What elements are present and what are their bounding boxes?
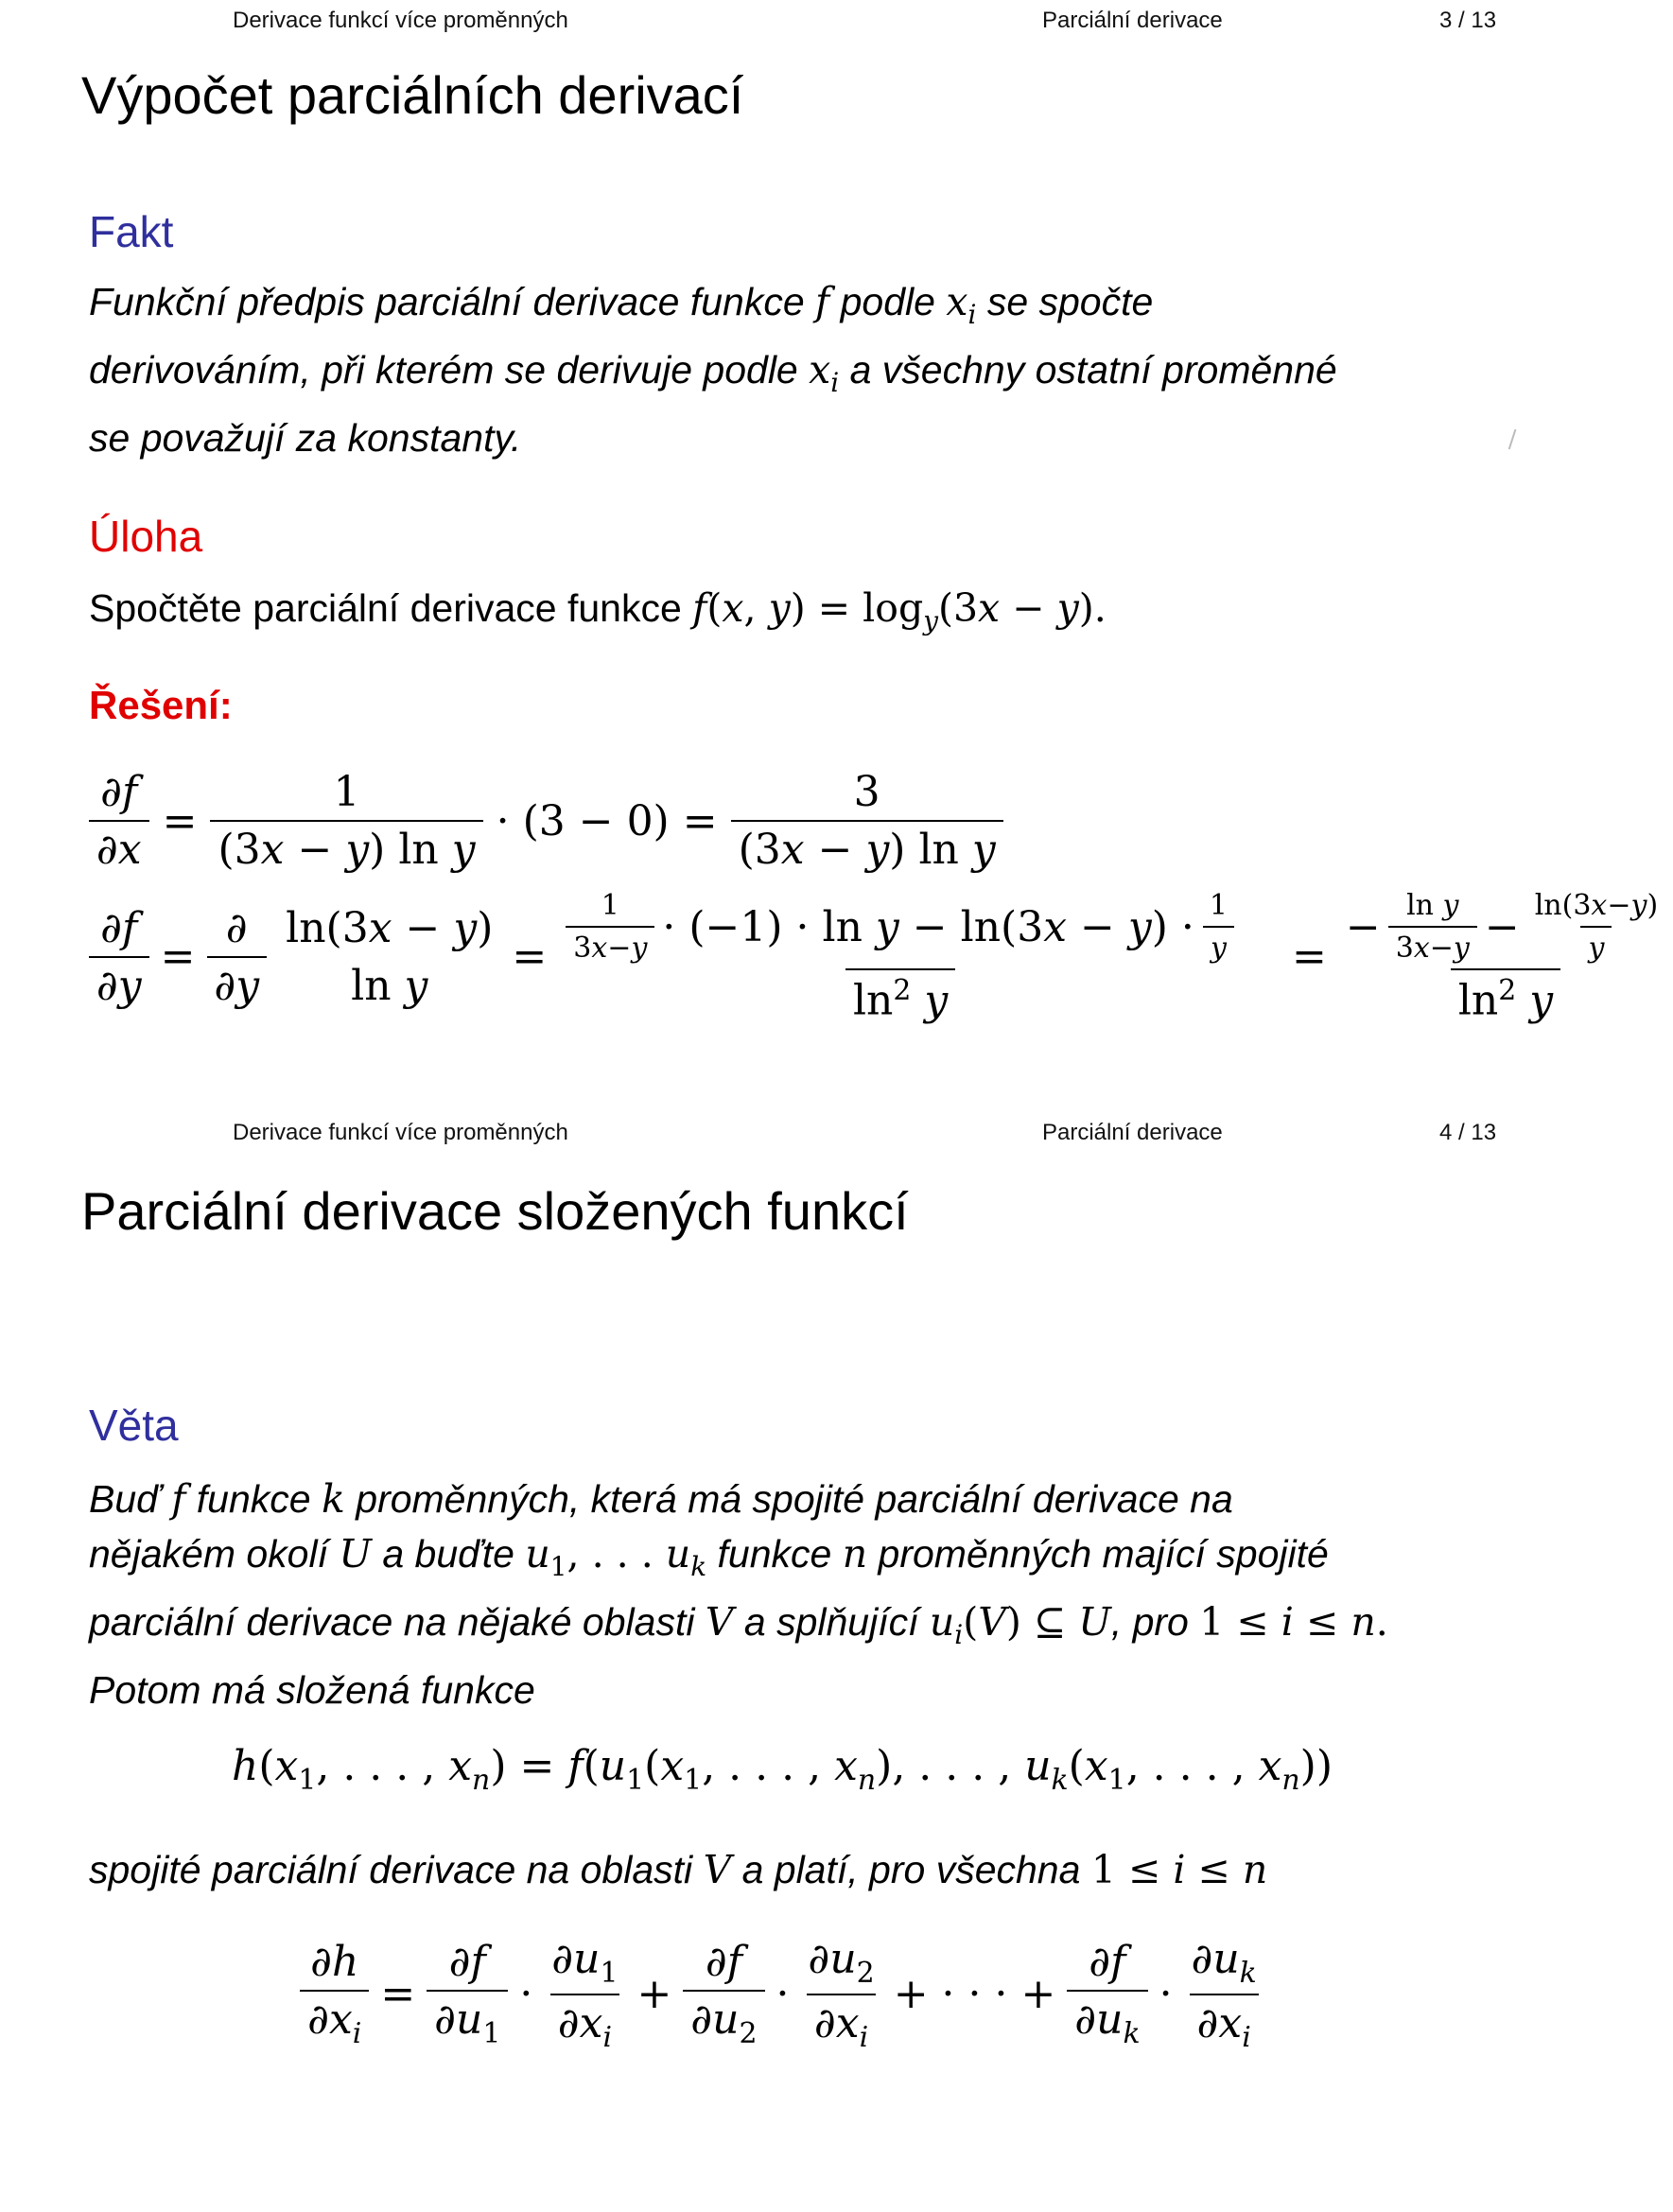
uloha-heading: Úloha <box>89 512 203 561</box>
header-page-number: 3 / 13 <box>1439 8 1497 33</box>
fakt-body <box>89 274 1337 465</box>
header-page-number: 4 / 13 <box>1439 1120 1497 1145</box>
slide-title: Parciální derivace složených funkcí <box>81 1181 909 1241</box>
equation-df-dx: $\frac{\partial f}{\partial x}$ = $\frac{1}{\text{(3x − y) ln y}}$ · (3 − 0) = $\frac{3}{\text{(3x − y) ln y}}$ <box>89 768 1003 874</box>
uloha-text: Spočtěte parciální derivace funkce f(x, $y) = \log_y(3x - y)$. <box>89 585 1107 637</box>
veta-body <box>89 1472 1388 1717</box>
reseni-heading: Řešení: <box>89 683 233 727</box>
fakt-line-1: Funkční předpis parciální derivace funkce f podle $x_i$ se spočte <box>89 279 1154 331</box>
stray-mark <box>1508 429 1520 450</box>
header-center: Parciální derivace <box>1042 1120 1223 1145</box>
equation-df-dy: $\frac{\partial f}{\partial y}$ = $\frac{\partial}{\partial y}$ ln(3x − y) ln y = $\frac{1}{3x-y}$ · (−1) · ln y − ln(3x − y) · $\frac{1}{y}$ $\ln^2 y$ = − $\frac{\text{ln y}}{3x-y}$ − $\frac{\ln(3x-y)}{y}$ $\ln^2 y$ <box>89 889 1673 1025</box>
equation-composite: $h(x_1$, . . . , $x_n) = f(u_1(x_1$, . . . , $x_n$), . . . , $u_k(x_1$, . . . , $x_n$)) <box>231 1742 1333 1797</box>
equation-chain-rule: $\frac{\partial h}{\partial x_i}$ = $\frac{\partial f}{\partial u_1}$ · $\frac{\partial u_1}{\partial x_i}$ + $\frac{\partial f}{\partial u_2}$ · $\frac{\partial u_2}{\partial x_i}$ + · · · + $\frac{\partial f}{\partial u_k}$ · $\frac{\partial u_k}{\partial x_i}$ <box>0 1935 1564 2054</box>
veta-heading: Věta <box>89 1401 179 1450</box>
header-left: Derivace funkcí více proměnných <box>233 1120 568 1145</box>
veta-line-1: Buď f funkce k proměnných, která má spojité parciální derivace na <box>89 1476 1233 1522</box>
header-left: Derivace funkcí více proměnných <box>233 8 568 33</box>
fakt-line-2: derivováním, při kterém se derivuje podle $x_i$ a všechny ostatní proměnné <box>89 347 1337 399</box>
veta-line-2: nějakém okolí U a buďte $u_1$, . . . $u_k$ funkce n proměnných mající spojité <box>89 1531 1329 1583</box>
fakt-line-3: se považují za konstanty. <box>89 416 522 461</box>
header-center: Parciální derivace <box>1042 8 1223 33</box>
veta-line-3: parciální derivace na nějaké oblasti V a splňující $u_i(V)$ ⊆ U, pro 1 ≤ i ≤ n. <box>89 1599 1388 1651</box>
veta-line-5: spojité parciální derivace na oblasti V a platí, pro všechna 1 ≤ i ≤ n <box>89 1847 1268 1892</box>
veta-line-4: Potom má složená funkce <box>89 1668 535 1713</box>
slide-title: Výpočet parciálních derivací <box>81 65 744 125</box>
fakt-heading: Fakt <box>89 207 174 256</box>
